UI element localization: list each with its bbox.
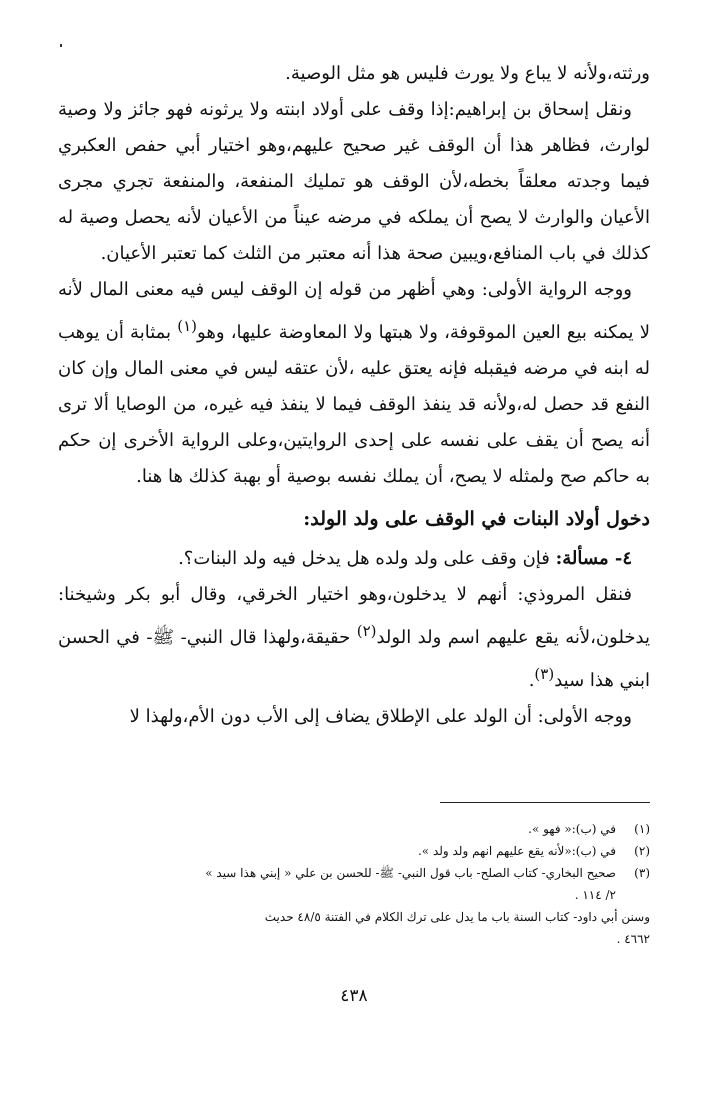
- footnote-3-continuation: ٢/ ١١٤ .: [574, 888, 616, 902]
- footnote-number: (٢): [634, 844, 650, 858]
- paragraph-4-part-3: .: [528, 670, 535, 691]
- masala-label: ٤- مسألة:: [555, 548, 632, 569]
- footnote-number: (٣): [634, 866, 650, 880]
- footnote-ref-2[interactable]: (٢): [356, 622, 377, 640]
- footnote-divider: [440, 802, 650, 803]
- paragraph-1: ورثته،ولأنه لا يباع ولا يورث فليس هو مثل الوصية.: [285, 63, 650, 84]
- footnote-ref-1[interactable]: (١): [177, 317, 198, 335]
- footnotes: [58, 818, 650, 950]
- footnote-text: في (ب):« فهو ».: [528, 822, 616, 836]
- footnote-2: [58, 840, 650, 862]
- footnote-3: [58, 862, 650, 884]
- footnote-1: [58, 818, 650, 840]
- footnote-extra-line-2: ٤٦٦٢ .: [616, 932, 650, 946]
- section-heading: دخول أولاد البنات في الوقف على ولد الولد:: [303, 508, 650, 530]
- paragraph-4-part-2: حقيقة،ولهذا قال النبي- ﷺ- في الحسن ابني هذا سيد: [58, 627, 650, 691]
- footnote-text: صحيح البخاري- كتاب الصلح- باب قول النبي- ﷺ- للحسن بن علي « إبني هذا سيد »: [205, 866, 616, 880]
- main-text: [58, 56, 650, 735]
- footnote-extra-line-1: وسنن أبي داود- كتاب السنة باب ما يدل على ترك الكلام في الفتنة ٤٨/٥ حديث: [264, 910, 650, 924]
- footnote-ref-3[interactable]: (٣): [534, 665, 555, 683]
- page-number: ٤٣٨: [340, 986, 368, 1006]
- footnote-text: في (ب):«لأنه يقع عليهم انهم ولد ولد ».: [417, 844, 616, 858]
- masala-text: فإن وقف على ولد ولده هل يدخل فيه ولد البنات؟.: [178, 548, 556, 569]
- scan-mark: [60, 44, 62, 47]
- paragraph-3-part-1: ووجه الرواية الأولى: وهي أظهر من قوله إن الوقف ليس فيه معنى المال لأنه لا يمكنه بيع العين الموقوفة، ولا هبتها ولا المعاوضة عليها، وهو: [58, 279, 650, 343]
- footnote-number: (١): [634, 822, 650, 836]
- paragraph-4: [58, 577, 650, 699]
- paragraph-3: [58, 272, 650, 495]
- paragraph-4-part-1: فنقل المروذي: أنهم لا يدخلون،وهو اختيار الخرقي، وقال أبو بكر وشيخنا: يدخلون،لأنه يقع عليهم اسم ولد الولد: [58, 584, 650, 648]
- masala-line: [58, 541, 650, 577]
- paragraph-5: ووجه الأولى: أن الولد على الإطلاق يضاف إلى الأب دون الأم،ولهذا لا: [129, 706, 632, 727]
- paragraph-3-part-2: بمثابة أن يوهب له ابنه في مرضه فيقبله فإنه يعتق عليه ،لأن عتقه ليس في معنى المال وإن كان النفع قد حصل له،ولأنه قد ينفذ الوقف فيما لا ينفذ فيه غيره، من الوصايا ألا ترى أنه يصح أن يقف على نفسه على إحدى الروايتين،وعلى الرواية الأخرى إن حكم به حاكم صح ولمثله لا يصح، أن يملك نفسه بوصية أو بهبة كذلك ها هنا.: [58, 322, 651, 487]
- paragraph-2: ونقل إسحاق بن إبراهيم:إذا وقف على أولاد ابنته ولا يرثونه فهو جائز ولا وصية لوارث، فظاهر هذا أن الوقف غير صحيح عليهم،وهو اختيار أبي حفص العكبري فيما وجدته معلقاً بخطه،لأن الوقف هو تمليك المنفعة، والمنفعة تجري مجرى الأعيان والوارث لا يصح أن يملكه في مرضه عيناً من الأعيان لأنه يحصل وصية له كذلك في باب المنافع،ويبين صحة هذا أنه معتبر من الثلث كما تعتبر الأعيان.: [58, 99, 650, 264]
- page-body: [58, 56, 651, 1006]
